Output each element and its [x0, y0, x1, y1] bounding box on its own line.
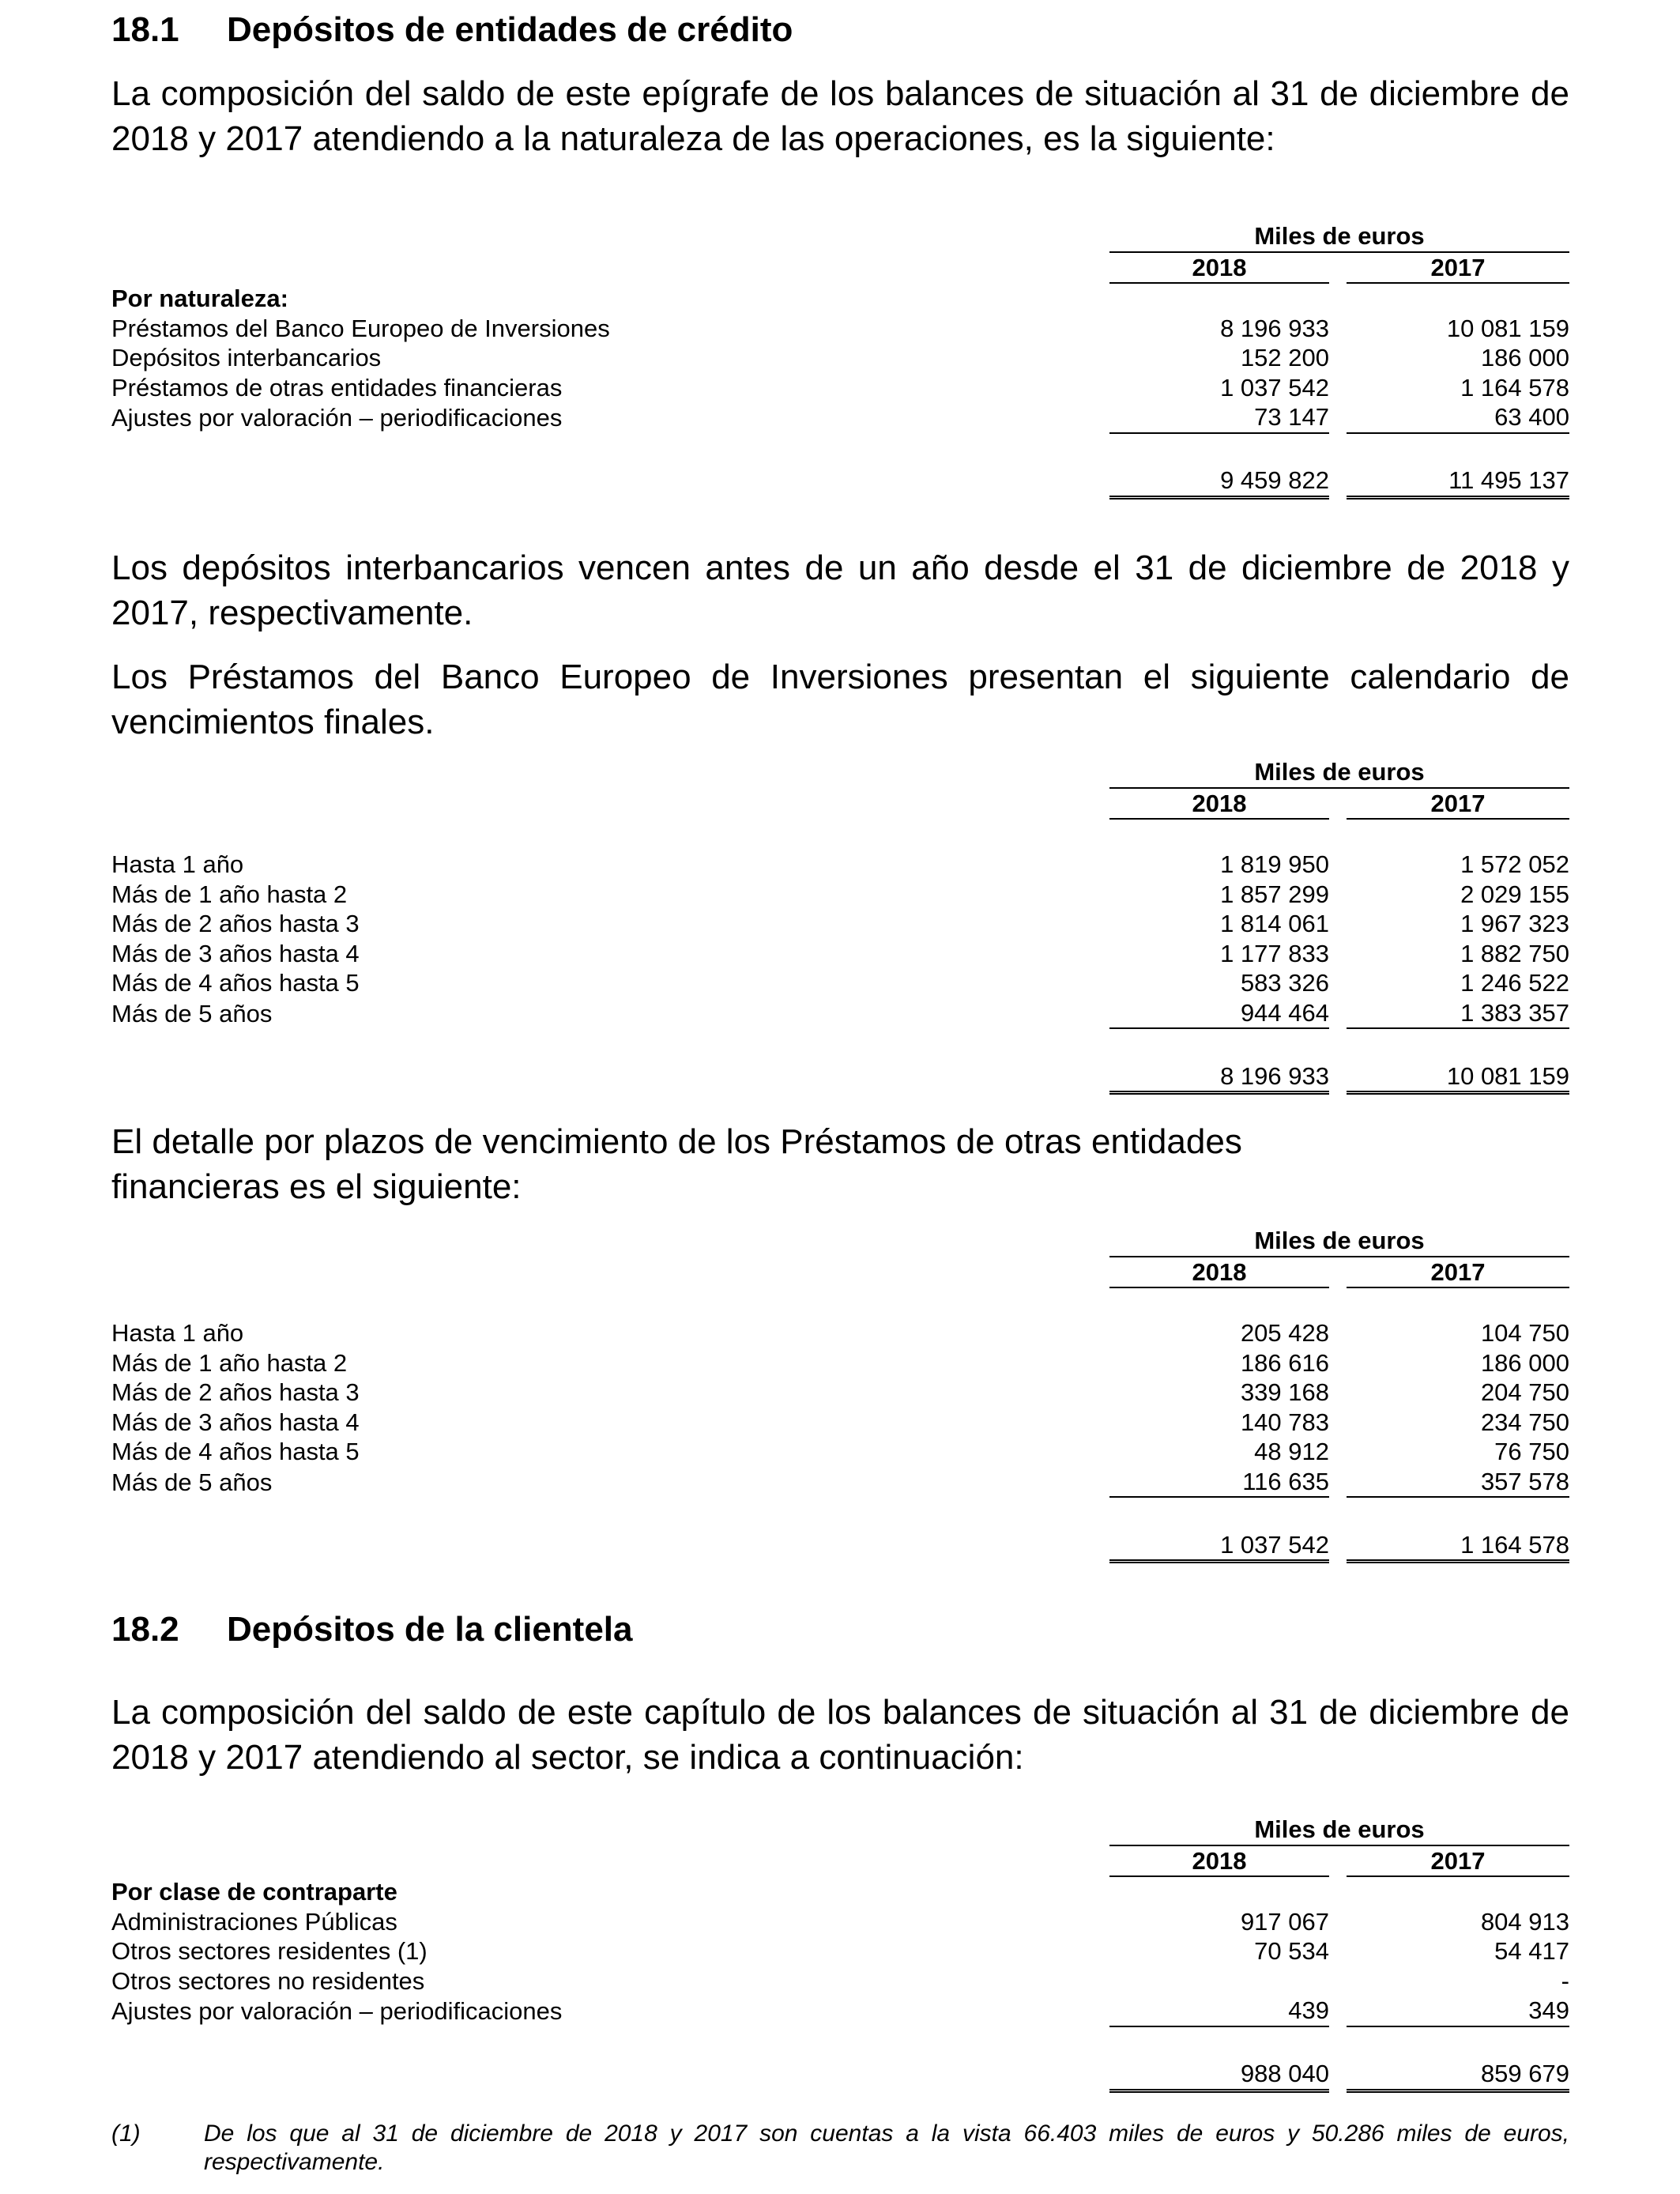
section-heading-18-2 [111, 1612, 633, 1647]
row-label: Préstamos del Banco Europeo de Inversiones [111, 314, 610, 342]
value-2018: 116 635 [1109, 1467, 1329, 1498]
value-2017: 76 750 [1494, 1438, 1569, 1465]
year-2018-header: 2018 [1109, 1257, 1329, 1288]
table-row [111, 850, 1569, 880]
value-2018: 48 912 [1254, 1438, 1329, 1465]
value-2017: 186 000 [1480, 344, 1569, 371]
row-label: Administraciones Públicas [111, 1907, 397, 1936]
value-2018: 152 200 [1240, 344, 1329, 371]
table-vencimientos-bei [111, 757, 1569, 1095]
value-2018: 917 067 [1240, 1907, 1329, 1936]
value-2017: 357 578 [1347, 1467, 1569, 1498]
row-label: Más de 2 años hasta 3 [111, 1378, 360, 1406]
table-row [111, 1467, 1569, 1498]
value-2018: 186 616 [1240, 1348, 1329, 1377]
value-2018: 1 819 950 [1220, 850, 1329, 878]
row-label: Más de 4 años hasta 5 [111, 1438, 360, 1465]
value-2017: 234 750 [1480, 1408, 1569, 1436]
table-row [111, 1348, 1569, 1378]
value-2017: 1 383 357 [1347, 998, 1569, 1029]
row-label: Más de 3 años hasta 4 [111, 1408, 360, 1436]
table-row [111, 968, 1569, 998]
row-label: Ajustes por valoración – periodificaciones [111, 1997, 563, 2025]
total-2017: 11 495 137 [1347, 464, 1569, 498]
table-years-row [111, 252, 1569, 284]
section-title: Depósitos de entidades de crédito [227, 10, 793, 49]
value-2018: 439 [1109, 1996, 1329, 2026]
table-section-row [111, 283, 1569, 314]
row-label: Más de 1 año hasta 2 [111, 1348, 348, 1377]
year-2018-header: 2018 [1109, 252, 1329, 284]
paragraph-prestamos-bei: Los Préstamos del Banco Europeo de Inversiones presentan el siguiente calendario de vencimientos finales. [111, 658, 1569, 741]
row-label: Otros sectores residentes (1) [111, 1937, 428, 1965]
value-2018: 70 534 [1254, 1937, 1329, 1965]
table-total-row [111, 2057, 1569, 2091]
value-2017: 204 750 [1480, 1378, 1569, 1406]
section-label: Por naturaleza: [111, 285, 288, 312]
units-header: Miles de euros [1109, 1815, 1569, 1845]
table-vencimientos-otras-entidades [111, 1226, 1569, 1563]
row-label: Otros sectores no residentes [111, 1966, 425, 1995]
value-2017: 104 750 [1480, 1319, 1569, 1347]
value-2018: 73 147 [1109, 402, 1329, 433]
value-2018: 8 196 933 [1220, 314, 1329, 342]
value-2018: 1 857 299 [1220, 880, 1329, 908]
value-2017: 54 417 [1494, 1937, 1569, 1965]
intro-paragraph-18-2: La composición del saldo de este capítulo de los balances de situación al 31 de diciembre de 2018 y 2017 atendiendo al sector, se indica a continuación: [111, 1693, 1569, 1777]
table-row [111, 1318, 1569, 1348]
value-2018: 140 783 [1240, 1408, 1329, 1436]
row-label: Más de 3 años hasta 4 [111, 939, 360, 967]
table-total-row [111, 1059, 1569, 1093]
year-2018-header: 2018 [1109, 1845, 1329, 1877]
footnote-text: De los que al 31 de diciembre de 2018 y 2017 son cuentas a la vista 66.403 miles de euros y 50.286 miles de euros, respectivamente. [204, 2120, 1569, 2175]
total-2017: 859 679 [1347, 2057, 1569, 2091]
table-por-contraparte [111, 1815, 1569, 2093]
table-row [111, 1408, 1569, 1438]
table-row [111, 998, 1569, 1029]
row-label: Hasta 1 año [111, 850, 244, 878]
table-row [111, 939, 1569, 969]
row-label: Depósitos interbancarios [111, 344, 382, 371]
row-label: Más de 2 años hasta 3 [111, 910, 360, 937]
value-2018 [1109, 1966, 1329, 1996]
table-row [111, 314, 1569, 344]
units-header: Miles de euros [1109, 757, 1569, 788]
table-total-row [111, 464, 1569, 498]
value-2017: 349 [1347, 1996, 1569, 2026]
table-row [111, 1966, 1569, 1996]
value-2018: 1 177 833 [1220, 939, 1329, 967]
value-2017: - [1561, 1966, 1569, 1995]
row-label: Más de 5 años [111, 999, 273, 1027]
table-row [111, 1936, 1569, 1966]
section-heading-18-1 [111, 10, 793, 49]
year-2017-header: 2017 [1347, 1845, 1569, 1877]
row-label: Más de 1 año hasta 2 [111, 880, 348, 908]
row-label: Préstamos de otras entidades financieras [111, 373, 563, 401]
footnote [111, 2120, 1569, 2177]
section-label: Por clase de contraparte [111, 1878, 397, 1906]
year-2017-header: 2017 [1347, 788, 1569, 820]
value-2017: 804 913 [1480, 1907, 1569, 1936]
footnote-mark: (1) [111, 2120, 141, 2147]
value-2017: 1 572 052 [1460, 850, 1569, 878]
table-row [111, 909, 1569, 939]
units-header: Miles de euros [1109, 221, 1569, 252]
table-row [111, 1907, 1569, 1937]
section-title: Depósitos de la clientela [227, 1610, 633, 1649]
table-row [111, 880, 1569, 910]
total-2018: 9 459 822 [1109, 464, 1329, 498]
total-2017: 1 164 578 [1347, 1528, 1569, 1562]
value-2017: 1 164 578 [1460, 373, 1569, 401]
year-2017-header: 2017 [1347, 1257, 1569, 1288]
value-2017: 10 081 159 [1446, 314, 1569, 342]
year-2017-header: 2017 [1347, 252, 1569, 284]
row-label: Ajustes por valoración – periodificaciones [111, 404, 563, 432]
row-label: Más de 4 años hasta 5 [111, 969, 360, 997]
value-2018: 1 037 542 [1220, 373, 1329, 401]
total-2018: 988 040 [1109, 2057, 1329, 2091]
value-2017: 1 967 323 [1460, 910, 1569, 937]
table-row [111, 402, 1569, 433]
value-2018: 205 428 [1240, 1319, 1329, 1347]
value-2017: 2 029 155 [1460, 880, 1569, 908]
row-label: Hasta 1 año [111, 1319, 244, 1347]
paragraph-detalle-plazos: El detalle por plazos de vencimiento de los Préstamos de otras entidades financieras es el siguiente: [111, 1122, 1242, 1206]
units-header: Miles de euros [1109, 1226, 1569, 1257]
intro-paragraph-18-1: La composición del saldo de este epígrafe de los balances de situación al 31 de diciembre de 2018 y 2017 atendiendo a la naturaleza de las operaciones, es la siguiente: [111, 74, 1569, 158]
table-row [111, 373, 1569, 403]
value-2017: 63 400 [1347, 402, 1569, 433]
table-row [111, 1378, 1569, 1408]
year-2018-header: 2018 [1109, 788, 1329, 820]
table-row [111, 1996, 1569, 2026]
paragraph-depositos-interbancarios: Los depósitos interbancarios vencen antes de un año desde el 31 de diciembre de 2018 y 2017, respectivamente. [111, 548, 1569, 632]
total-2018: 1 037 542 [1109, 1528, 1329, 1562]
table-por-naturaleza [111, 221, 1569, 499]
row-label: Más de 5 años [111, 1468, 273, 1496]
value-2017: 1 246 522 [1460, 969, 1569, 997]
value-2018: 583 326 [1240, 969, 1329, 997]
table-row [111, 343, 1569, 373]
total-2017: 10 081 159 [1347, 1059, 1569, 1093]
table-units-row [111, 221, 1569, 252]
value-2018: 944 464 [1109, 998, 1329, 1029]
table-row [111, 1437, 1569, 1467]
section-number: 18.2 [111, 1610, 179, 1649]
table-total-row [111, 1528, 1569, 1562]
value-2018: 339 168 [1240, 1378, 1329, 1406]
total-2018: 8 196 933 [1109, 1059, 1329, 1093]
value-2017: 186 000 [1480, 1348, 1569, 1377]
section-number: 18.1 [111, 10, 179, 49]
value-2017: 1 882 750 [1460, 939, 1569, 967]
value-2018: 1 814 061 [1220, 910, 1329, 937]
